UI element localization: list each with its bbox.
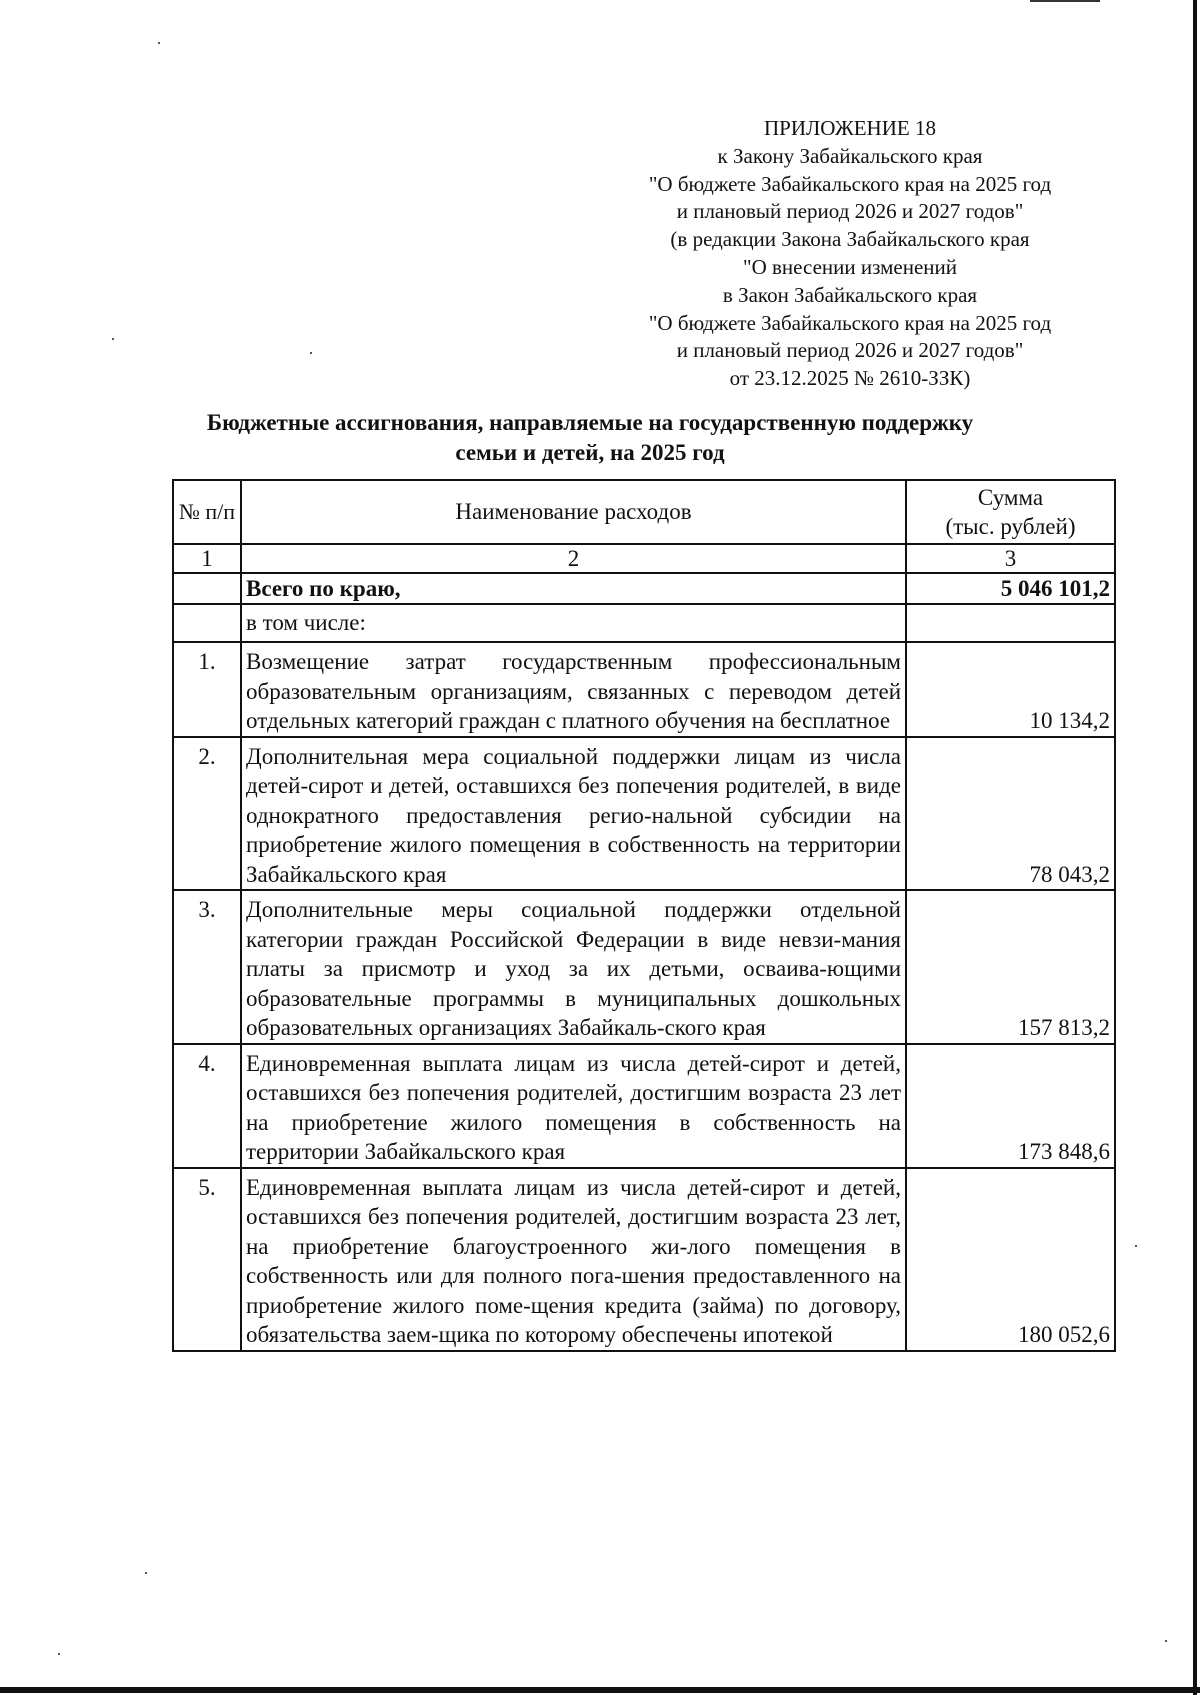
appendix-header	[600, 115, 1100, 393]
row-expense-name: Дополнительная мера социальной поддержки лицам из числа детей-сирот и детей, оставшихся без попечения родителей, в виде однократного предоставления регио-нальной субсидии на приобретение жилого помещения в собственность на территории Забайкальского края	[241, 737, 906, 891]
scan-speck	[145, 1572, 147, 1574]
subheading-label: в том числе:	[241, 604, 906, 642]
row-expense-name: Единовременная выплата лицам из числа детей-сирот и детей, оставшихся без попечения родителей, достигшим возраста 23 лет, на приобретение благоустроенного жи-лого помещения в собственность или для полного пога-шения предоставленного на приобретение жилого поме-щения кредита (займа) по договору, обязательства заем-щика по которому обеспечены ипотекой	[241, 1168, 906, 1351]
appendix-line: "О бюджете Забайкальского края на 2025 год	[648, 310, 1052, 335]
appendix-line: ПРИЛОЖЕНИЕ 18	[764, 116, 936, 140]
row-amount: 157 813,2	[906, 890, 1115, 1044]
row-number: 4.	[173, 1044, 241, 1168]
scan-edge-mark	[1030, 0, 1100, 2]
column-index-row	[173, 544, 1115, 573]
subheading-number-cell	[173, 604, 241, 642]
appendix-line: в Закон Забайкальского края	[722, 282, 978, 307]
appendix-line: от 23.12.2025 № 2610-ЗЗК)	[729, 366, 971, 391]
row-number: 5.	[173, 1168, 241, 1351]
row-amount: 10 134,2	[906, 642, 1115, 737]
row-number: 3.	[173, 890, 241, 1044]
table-row	[173, 642, 1115, 737]
total-value: 5 046 101,2	[906, 573, 1115, 604]
table-row	[173, 737, 1115, 891]
header-amount	[906, 480, 1115, 544]
table-header-row	[173, 480, 1115, 544]
scan-edge-bottom	[0, 1687, 1200, 1693]
table-row	[173, 1168, 1115, 1351]
scan-speck	[1165, 1640, 1167, 1642]
scan-speck	[158, 42, 160, 44]
title-line-2: семьи и детей, на 2025 год	[455, 440, 725, 465]
row-expense-name: Дополнительные меры социальной поддержки отдельной категории граждан Российской Федерации в виде невзи-мания платы за присмотр и уход за их детьми, осваива-ющими образовательные программы в муниципальных дошкольных образовательных организациях Забайкаль-ского края	[241, 890, 906, 1044]
header-number: № п/п	[173, 480, 241, 544]
column-index: 3	[906, 544, 1115, 573]
header-amount-unit: (тыс. рублей)	[945, 514, 1076, 539]
document-title	[180, 408, 1000, 468]
scan-edge-right	[1193, 0, 1197, 1695]
appendix-line: к Закону Забайкальского края	[717, 143, 983, 168]
appendix-line: "О бюджете Забайкальского края на 2025 год	[648, 171, 1052, 196]
budget-table	[172, 479, 1116, 1352]
scan-speck	[1135, 1245, 1137, 1247]
total-label: Всего по краю,	[241, 573, 906, 604]
row-expense-name: Единовременная выплата лицам из числа детей-сирот и детей, оставшихся без попечения родителей, достигшим возраста 23 лет на приобретение жилого помещения в собственность на территории Забайкальского края	[241, 1044, 906, 1168]
header-expense-name: Наименование расходов	[241, 480, 906, 544]
table-row	[173, 1044, 1115, 1168]
scan-speck	[310, 352, 312, 354]
row-amount: 78 043,2	[906, 737, 1115, 891]
row-amount: 173 848,6	[906, 1044, 1115, 1168]
row-number: 1.	[173, 642, 241, 737]
row-amount: 180 052,6	[906, 1168, 1115, 1351]
table-row	[173, 890, 1115, 1044]
header-amount-label: Сумма	[977, 485, 1044, 510]
appendix-line: и плановый период 2026 и 2027 годов"	[676, 338, 1024, 363]
appendix-line: (в редакции Закона Забайкальского края	[670, 227, 1030, 252]
title-line-1: Бюджетные ассигнования, направляемые на государственную поддержку	[206, 410, 974, 435]
subheading-value-cell	[906, 604, 1115, 642]
row-expense-name: Возмещение затрат государственным профессиональным образовательным организациям, связанных с переводом детей отдельных категорий граждан с платного обучения на бесплатное	[241, 642, 906, 737]
scan-speck	[112, 338, 114, 340]
row-number: 2.	[173, 737, 241, 891]
column-index: 2	[241, 544, 906, 573]
total-row	[173, 573, 1115, 604]
total-number-cell	[173, 573, 241, 604]
appendix-line: "О внесении изменений	[743, 254, 957, 279]
subheading-row	[173, 604, 1115, 642]
column-index: 1	[173, 544, 241, 573]
scan-speck	[58, 1653, 60, 1655]
appendix-line: и плановый период 2026 и 2027 годов"	[676, 199, 1024, 224]
